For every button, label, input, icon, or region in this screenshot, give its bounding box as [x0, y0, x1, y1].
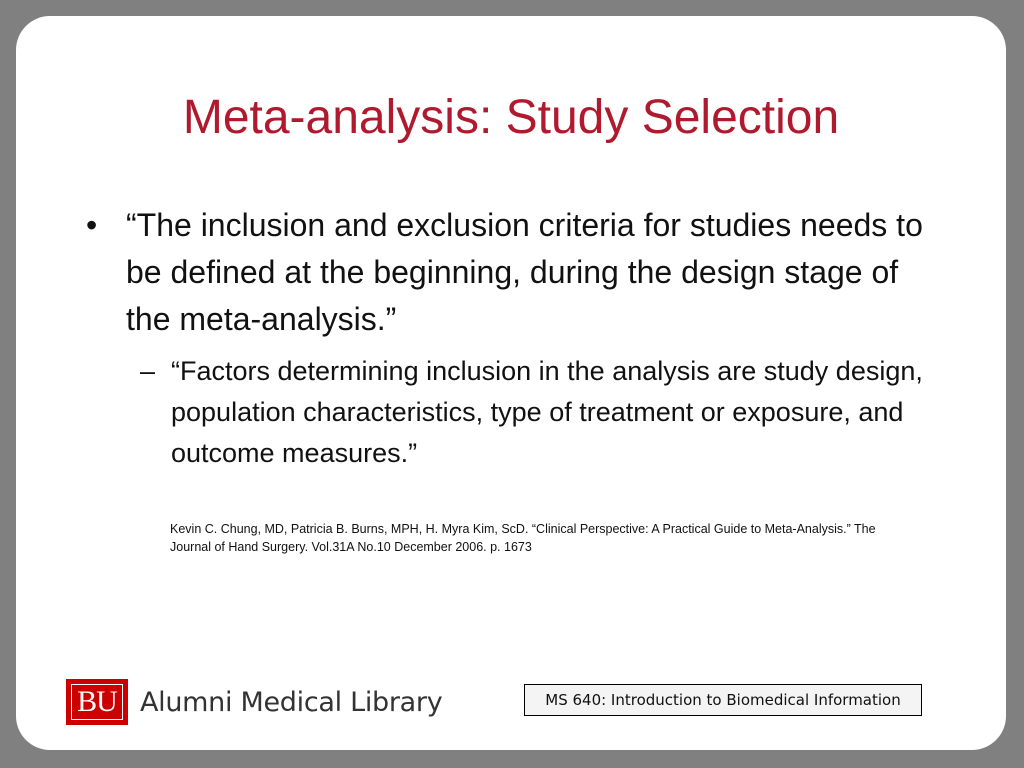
course-label [524, 684, 922, 716]
bullet-marker: • [86, 207, 98, 243]
bu-library-logo [66, 678, 442, 726]
bu-logo-text: BU [77, 685, 117, 718]
library-name: Alumni Medical Library [140, 686, 443, 718]
citation: Kevin C. Chung, MD, Patricia B. Burns, MPH, H. Myra Kim, ScD. “Clinical Perspective: A Practical Guide to Meta-Analysis.” The Journal of Hand Surgery. Vol.31A No.10 December 2006. p. 1673 [170, 522, 876, 554]
sub-bullet-item [140, 351, 940, 474]
slide-title: Meta-analysis: Study Selection [182, 91, 840, 144]
bullet-text: “The inclusion and exclusion criteria for studies needs to be defined at the beginning, during the design stage of the meta-analysis.” [126, 207, 923, 337]
course-label-text: MS 640: Introduction to Biomedical Information [545, 691, 901, 709]
sub-bullet-text: “Factors determining inclusion in the analysis are study design, population characteristics, type of treatment or exposure, and outcome measures.” [171, 356, 923, 468]
slide [16, 16, 1006, 750]
bullet-item [86, 202, 946, 343]
bu-logo-mark [66, 679, 128, 725]
sub-bullet-marker: – [140, 356, 156, 386]
